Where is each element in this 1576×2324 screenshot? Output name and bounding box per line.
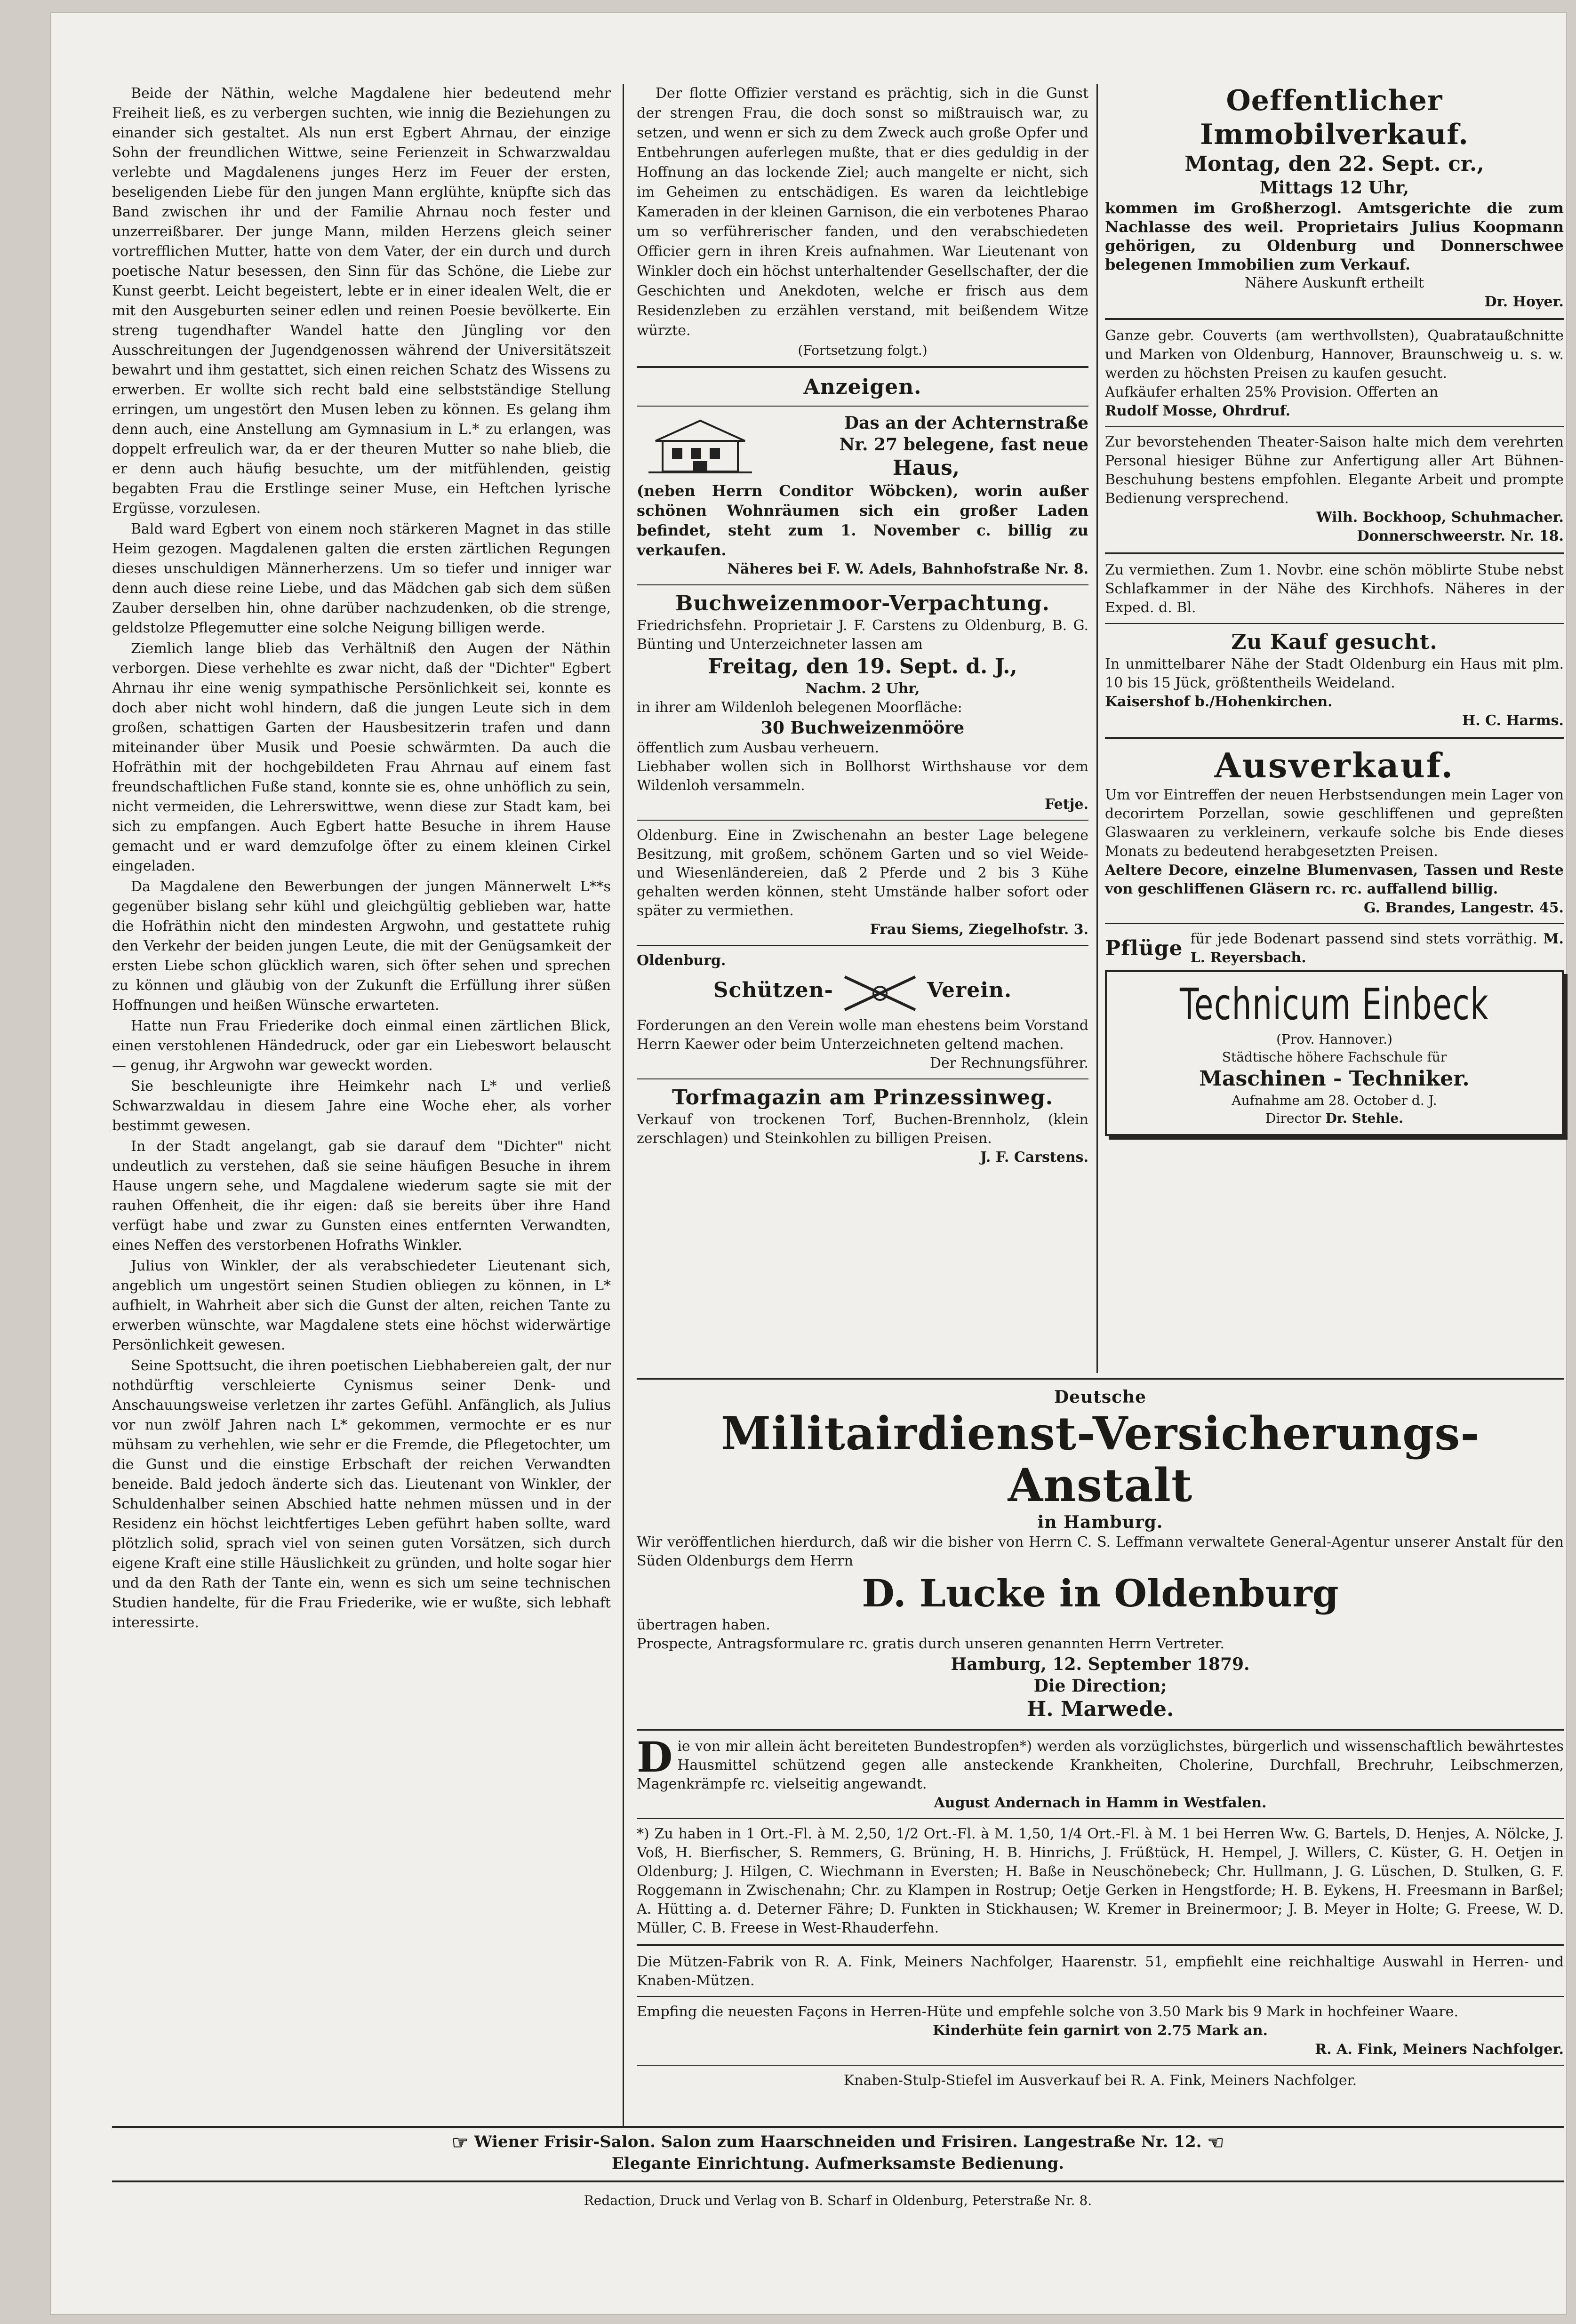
story-paragraph: Da Magdalene den Bewerbungen der jungen Männerwelt L**s gegenüber bislang sehr kühl und gleichgültig geblieben war, hatte die Hofräthin nicht den mindesten Argwohn, und gestattete ruhig den Verkehr der beiden jungen Leute, die mit der Genügsamkeit der ersten Liebe schon glücklich waren, sich öfter sehen und sprechen zu können und gläubig von der Zukunft die Erfüllung ihrer süßen Hoffnungen und heißen Wünsche erwarteten. <box>112 878 611 1014</box>
newspaper-page <box>51 13 1566 2314</box>
right-column <box>1105 84 1564 1136</box>
fink-text: Kinderhüte fein garnirt von 2.75 Mark an. <box>933 2022 1268 2039</box>
imprint: Redaction, Druck und Verlag von B. Scharf in Oldenburg, Peterstraße Nr. 8. <box>584 2193 1092 2208</box>
pfluege-body <box>1190 930 1564 967</box>
technicum-title: Technicum Einbeck <box>1179 979 1489 1030</box>
tropfen-dropcap: D <box>637 1733 673 1781</box>
house-icon <box>646 415 754 476</box>
vermiethen-text: Zu vermiethen. Zum 1. Novbr. eine schön möblirte Stube nebst Schlafkammer in der Nähe des Kirchhofs. Näheres in der Exped. d. Bl. <box>1105 562 1564 616</box>
ads-heading: Anzeigen. <box>803 375 922 399</box>
pointing-hand-icon: ☞ <box>451 2132 469 2154</box>
story-paragraph: Seine Spottsucht, die ihren poetischen Liebhabereien galt, der nur nothdürftig verschleierte Cynismus seiner Denk- und Anschauungsweise verletzen ihr zartes Gefühl. Anfänglich, als Julius vor nun zwölf Jahren nach L* gekommen, vermochte er es nur mühsam zu verhehlen, wie sehr er die Fremde, die Pflegetochter, um die Gunst und die einstige Erbschaft der reichen Verwandten beneide. Bald jedoch änderte sich das. Lieutenant von Winkler, der Schuldenhalber seinen Abschied hatte nehmen müssen und in der Residenz ein höchst leichtfertiges Leben geführt haben sollte, ward plötzlich solid, sprach viel von seinen guten Vorsätzen, sich durch eigene Kraft eine stille Häuslichkeit zu gründen, und holte sogar hier und da den Rath der Tante ein, wenn es sich um seine technischen Studien handelte, für die Frau Friederike, wie er wußte, sich lebhaft interessirte. <box>112 1358 611 1631</box>
kauf-ad <box>1105 630 1564 730</box>
immobil-sign: Dr. Hoyer. <box>1484 294 1564 310</box>
couverts-sign: Rudolf Mosse, Ohrdruf. <box>1105 403 1291 419</box>
ausverkauf-text: Um vor Eintreffen der neuen Herbstsendungen mein Lager von decorirtem Porzellan, sowie geschliffenen und gepreßten Glaswaaren zu verkleinern, verkaufe solche bis Ende dieses Monats zu bedeutend herabgesetzten Preisen. <box>1105 787 1564 860</box>
pfluege-sign: M. L. Reyersbach. <box>1190 931 1564 966</box>
story-paragraph: Julius von Winkler, der als verabschiedeter Lieutenant sich, angeblich um ungestört seinen Studien obliegen zu können, in L* aufhielt, in Wahrheit aber sich die Gunst der alten, reichen Tante zu erwerben wünschte, war Magdalene stets eine höchst widerwärtige Persönlichkeit gewesen. <box>112 1258 611 1353</box>
immobil-ad <box>1105 84 1564 311</box>
middle-column <box>637 84 1088 1167</box>
divider <box>637 1996 1564 1997</box>
pointing-hand-icon: ☜ <box>1207 2132 1224 2154</box>
couverts-ad <box>1105 327 1564 421</box>
house-ad-headline: Haus, <box>892 456 960 480</box>
pfluege-title: Pflüge <box>1105 936 1183 960</box>
technicum-big: Maschinen - Techniker. <box>1199 1067 1470 1091</box>
divider <box>1105 318 1564 320</box>
divider <box>637 1818 1564 1819</box>
story-paragraph: Ziemlich lange blieb das Verhältniß den Augen der Näthin verborgen. Diese verhehlte es zwar nicht, daß der "Dichter" Egbert Ahrnau ihr eine wenig sympathische Persönlichkeit sei, konnte es doch aber nicht wohl hindern, daß die jungen Leute sich in dem großen, schattigen Garten der Hausbesitzerin trafen und dann miteinander über Musik und Poesie schwärmten. Da auch die Hofräthin mit der hochgebildeten Frau Ahrnau auf einem fast freundschaftlichen Fuße stand, konnte sie es, ohne unhöflich zu sein, nicht vermeiden, die Lehrerswittwe, wenn diese zur Stadt kam, bei sich zu empfangen. Auch Egbert hatte Besuche in ihrem Hause gemacht und er ward demzufolge öfter zu einem kleinen Cirkel eingeladen. <box>112 640 611 874</box>
kauf-title: Zu Kauf gesucht. <box>1231 630 1438 654</box>
divider <box>637 366 1088 368</box>
mil-text: Wir veröffentlichen hierdurch, daß wir die bisher von Herrn C. S. Leffmann verwaltete General-Agentur unserer Anstalt für den Süden Oldenburgs dem Herrn <box>637 1534 1564 1569</box>
crossed-rifles-icon <box>838 972 922 1014</box>
column-divider <box>623 84 624 2126</box>
siems-text: Oldenburg. Eine in Zwischenahn an bester Lage belegene Besitzung, mit großem, schönem Garten und so viel Weide- und Wiesenländereien, daß 2 Pferde und 2 bis 3 Kühe gehalten werden können, steht Umstände halber sofort oder später zu vermiethen. <box>637 827 1088 919</box>
fink-ad <box>637 1953 1564 2090</box>
divider <box>637 1378 1564 1380</box>
technicum-line: Städtische höhere Fachschule für <box>1222 1049 1447 1065</box>
schuetzen-right: Verein. <box>927 978 1012 1002</box>
theater-text: Zur bevorstehenden Theater-Saison halte mich dem verehrten Personal hiesiger Bühne zur Anfertigung aller Art Bühnen-Beschuhung bestens empfohlen. Elegante Arbeit und prompte Bedienung versprechend. <box>1105 434 1564 507</box>
continued-note: (Fortsetzung folgt.) <box>798 343 928 358</box>
immobil-title: Oeffentlicher Immobilverkauf. <box>1200 84 1469 151</box>
buchweizen-text: Friedrichsfehn. Proprietair J. F. Carstens zu Oldenburg, B. G. Bünting und Unterzeichneter lassen am <box>637 617 1088 653</box>
fink-text: Die Mützen-Fabrik von R. A. Fink, Meiners Nachfolger, Haarenstr. 51, empfiehlt eine reichhaltige Auswahl in Herren- und Knaben-Mützen. <box>637 1954 1564 1989</box>
story-paragraph: In der Stadt angelangt, gab sie darauf dem "Dichter" nicht undeutlich zu verstehen, daß sie seine häufigen Besuche in ihrem Hause ungern sehe, und Magdalene wiederum sagte sie mit der rauhen Offenheit, die ihr eigen: daß sie bereits über ihre Hand verfügt habe und zwar zu Gunsten eines entfernten Verwandten, eines Neffen des verstorbenen Hofraths Winkler. <box>112 1138 611 1254</box>
house-ad-line: Nr. 27 belegene, fast neue <box>839 435 1088 455</box>
salon-text2: Elegante Einrichtung. Aufmerksamste Bedienung. <box>611 2154 1064 2173</box>
tropfen-footnote: *) Zu haben in 1 Ort.-Fl. à M. 2,50, 1/2 Ort.-Fl. à M. 1,50, 1/4 Ort.-Fl. à M. 1 bei Herren Ww. G. Bartels, D. Henjes, A. Nölcke, J. Voß, H. Bierfischer, S. Remmers, G. Brüning, H. B. Hinrichs, J. Früßtück, H. Hempel, J. Willers, C. Küster, G. H. Oetjen in Oldenburg; J. Hilgen, C. Wiechmann in Eversten; H. Baße in Neuschönebeck; Chr. Hullmann, J. G. Lüschen, D. Stulken, G. F. Roggemann in Zwischenahn; Chr. zu Klampen in Rostrup; Oetje Gerken in Hengstforde; H. B. Eykens, H. Freesmann in Barßel; A. Hütting a. d. Deterner Fähre; D. Funkten in Stickhausen; W. Kremer in Breinermoor; J. B. Meyer in Holte; G. Freese, W. D. Müller, C. B. Freese in West-Rhauderfehn. <box>637 1826 1564 1936</box>
tropfen-ad <box>637 1733 1564 1813</box>
immobil-text2: Nähere Auskunft ertheilt <box>1244 275 1424 291</box>
divider <box>637 1078 1088 1079</box>
theater-addr: Donnerschweerstr. Nr. 18. <box>1357 528 1564 544</box>
buchweizen-ad <box>637 591 1088 814</box>
theater-sign: Wilh. Bockhoop, Schuhmacher. <box>1316 509 1564 526</box>
ausverkauf-title: Ausverkauf. <box>1214 745 1455 785</box>
divider <box>1105 923 1564 924</box>
pfluege-text: für jede Bodenart passend sind stets vorräthig. <box>1190 931 1537 947</box>
schuetzen-text: Forderungen an den Verein wolle man ehestens beim Vorstand Herrn Kaewer oder beim Unterzeichneten geltend machen. <box>637 1017 1088 1053</box>
divider <box>1105 552 1564 554</box>
ausverkauf-ad <box>1105 745 1564 918</box>
buchweizen-title: Buchweizenmoor-Verpachtung. <box>675 591 1050 615</box>
kauf-text: In unmittelbarer Nähe der Stadt Oldenburg ein Haus mit plm. 10 bis 15 Jück, größtentheils Weideland. <box>1105 656 1564 691</box>
divider <box>637 1729 1564 1731</box>
pfluege-ad <box>1105 930 1564 967</box>
story-column <box>112 84 611 1634</box>
divider <box>637 945 1088 946</box>
torf-text: Verkauf von trockenen Torf, Buchen-Brennholz, (klein zerschlagen) und Steinkohlen zu billigen Preisen. <box>637 1111 1088 1147</box>
siems-sign: Frau Siems, Ziegelhofstr. 3. <box>870 921 1088 938</box>
torf-sign: J. F. Carstens. <box>980 1149 1088 1166</box>
technicum-admission: Aufnahme am 28. October d. J. <box>1232 1093 1437 1108</box>
story-paragraph: Beide der Näthin, welche Magdalene hier bedeutend mehr Freiheit ließ, es zu verbergen suchten, wie innig die Beziehungen zu einander sich gestaltet. Als nun erst Egbert Ahrnau, der einzige Sohn der freundlichen Wittwe, seine Ferienzeit in Schwarzwaldau verlebte und Magdalenens junges Herz im Feuer der ersten, beseligenden Liebe für den jungen Mann erglühte, knüpfte sich das Band zwischen ihr und der Familie Ahrnau noch fester und unzerreißbarer. Der junge Mann, milden Herzens gleich seiner vortrefflichen Mutter, hatte von dem Vater, der ein durch und durch poetische Natur besessen, den Sinn für das Schöne, die Liebe zur Kunst geerbt. Leicht begeistert, lebte er in einer idealen Welt, die er mit den Ausgeburten seiner edlen und reinen Poesie bevölkerte. Ein streng tugendhafter Wandel hatte den Jüngling vor den Ausschreitungen der Jugendgenossen während der Universitätszeit bewahrt und ihm gestattet, sich einen reichen Schatz des Wissens zu erwerben. Er wollte sich recht bald eine selbstständige Stellung erringen, um ungestört den Musen leben zu können. Es gelang ihm denn auch, eine Anstellung am Gymnasium in L.* zu erlangen, was doppelt erfreulich war, da er der theuren Mutter so nahe blieb, die er denn auch häufig besuchte, um der mitfühlenden, geistig begabten Frau die Erstlinge seiner Muse, ein Heftchen lyrische Ergüsse, vorzulesen. <box>112 85 611 517</box>
house-sale-ad <box>637 412 1088 579</box>
divider <box>112 2126 1564 2128</box>
technicum-director <box>1116 1110 1552 1127</box>
mil-name: H. Marwede. <box>1026 1697 1174 1721</box>
mil-title: Militairdienst-Versicherungs-Anstalt <box>720 1407 1480 1512</box>
story-paragraph: Hatte nun Frau Friederike doch einmal einen zärtlichen Blick, einen verstohlenen Händedruck, oder gar ein Liebeswort belauscht — genug, ihr Argwohn war geweckt worden. <box>112 1018 611 1074</box>
story-paragraph: Bald ward Egbert von einem noch stärkeren Magnet in das stille Heim gezogen. Magdalenen galten die ersten zärtlichen Regungen dieses unschuldigen Männerherzens. Um so tiefer und inniger war denn auch diese reine Liebe, und das Mädchen gab sich dem süßen Zauber derselben hin, ohne darüber nachzudenken, ob die strenge, geldstolze Pflegemutter eine solche Neigung billigen werde. <box>112 521 611 636</box>
ausverkauf-sign: G. Brandes, Langestr. 45. <box>1364 900 1564 916</box>
story-paragraph: Sie beschleunigte ihre Heimkehr nach L* und verließ Schwarzwaldau in diesem Jahre eine Woche eher, als vorher bestimmt gewesen. <box>112 1078 611 1134</box>
buchweizen-time: Nachm. 2 Uhr, <box>805 680 920 697</box>
buchweizen-text: Liebhaber wollen sich in Bollhorst Wirthshause vor dem Wildenloh versammeln. <box>637 759 1088 794</box>
house-ad-text: (neben Herrn Conditor Wöbcken), worin außer schönen Wohnräumen sich ein großer Laden befindet, steht zum 1. November c. billig zu verkaufen. <box>637 482 1088 559</box>
buchweizen-sign: Fetje. <box>1045 796 1088 813</box>
immobil-time: Mittags 12 Uhr, <box>1259 178 1409 198</box>
technicum-director-label: Director <box>1265 1110 1321 1126</box>
kauf-sign: H. C. Harms. <box>1462 712 1564 729</box>
footer <box>112 2126 1564 2210</box>
schuetzen-sign: Der Rechnungsführer. <box>929 1055 1088 1071</box>
schuetzen-left: Schützen- <box>713 978 833 1002</box>
divider <box>637 2065 1564 2066</box>
mil-date: Hamburg, 12. September 1879. <box>951 1654 1250 1674</box>
immobil-date: Montag, den 22. Sept. cr., <box>1184 152 1484 176</box>
divider <box>112 2180 1564 2182</box>
schuetzen-place: Oldenburg. <box>637 952 726 969</box>
buchweizen-text: in ihrer am Wildenloh belegenen Moorfläche: <box>637 699 962 716</box>
column-divider <box>1096 84 1098 1373</box>
buchweizen-date: Freitag, den 19. Sept. d. J., <box>708 655 1017 679</box>
wide-ads-section <box>637 1378 1564 2090</box>
ausverkauf-text2: Aeltere Decore, einzelne Blumenvasen, Tassen und Reste von geschliffenen Gläsern rc. rc. auffallend billig. <box>1105 862 1564 897</box>
mil-text3: Prospecte, Antragsformulare rc. gratis durch unseren genannten Herrn Vertreter. <box>637 1636 1224 1652</box>
mil-direction: Die Direction; <box>1033 1676 1167 1696</box>
house-ad-line: Das an der Achternstraße <box>844 413 1088 433</box>
kauf-place: Kaisershof b./Hohenkirchen. <box>1105 694 1333 710</box>
salon-text: Wiener Frisir-Salon. Salon zum Haarschneiden und Frisiren. Langestraße Nr. 12. <box>474 2132 1202 2151</box>
theater-ad <box>1105 433 1564 546</box>
schuetzen-title-row <box>637 972 1088 1014</box>
tropfen-sign: August Andernach in Hamm in Westfalen. <box>934 1795 1267 1811</box>
technicum-sub: (Prov. Hannover.) <box>1276 1031 1392 1047</box>
torf-title: Torfmagazin am Prinzessinweg. <box>672 1086 1054 1110</box>
divider <box>1105 426 1564 427</box>
mil-agent: D. Lucke in Oldenburg <box>862 1571 1339 1615</box>
vermiethen-ad <box>1105 561 1564 617</box>
torf-ad <box>637 1085 1088 1167</box>
tropfen-text: ie von mir allein ächt bereiteten Bundestropfen*) werden als vorzüglichstes, bürgerlich und wissenschaftlich bewährtestes Hausmittel schützend gegen alle ansteckende Krankheiten, Cholerine, Durchfall, Brechruhr, Leibschmerzen, Magenkrämpfe rc. vielseitig angewandt. <box>637 1738 1564 1792</box>
immobil-text: kommen im Großherzogl. Amtsgerichte die zum Nachlasse des weil. Proprietairs Julius Koopmann gehörigen, zu Oldenburg und Donnerschwee belegenen Immobilien zum Verkauf. <box>1105 199 1564 273</box>
salon-ad <box>112 2132 1564 2153</box>
buchweizen-item: 30 Buchweizenmööre <box>760 718 965 738</box>
couverts-text2: Aufkäufer erhalten 25% Provision. Offerten an <box>1105 384 1439 400</box>
divider <box>637 584 1088 585</box>
mil-deutsche: Deutsche <box>1054 1387 1147 1407</box>
divider <box>637 1944 1564 1946</box>
technicum-director-name: Dr. Stehle. <box>1325 1110 1403 1126</box>
divider <box>1105 737 1564 739</box>
house-ad-contact: Näheres bei F. W. Adels, Bahnhofstraße Nr. 8. <box>727 561 1088 577</box>
buchweizen-text: öffentlich zum Ausbau verheuern. <box>637 740 880 756</box>
siems-ad <box>637 826 1088 939</box>
divider <box>637 820 1088 821</box>
divider <box>1105 623 1564 624</box>
mil-text2: übertragen haben. <box>637 1617 770 1633</box>
fink-text: Knaben-Stulp-Stiefel im Ausverkauf bei R. A. Fink, Meiners Nachfolger. <box>843 2072 1357 2089</box>
fink-text: Empfing die neuesten Façons in Herren-Hüte und empfehle solche von 3.50 Mark bis 9 Mark in hochfeiner Waare. <box>637 2004 1458 2020</box>
couverts-text: Ganze gebr. Couverts (am werthvollsten), Quabrataußchnitte und Marken von Oldenburg, Hannover, Braunschweig u. s. w. werden zu höchsten Preisen zu kaufen gesucht. <box>1105 327 1564 382</box>
technicum-ad <box>1105 970 1564 1136</box>
divider <box>637 406 1088 407</box>
fink-sign: R. A. Fink, Meiners Nachfolger. <box>1315 2041 1564 2058</box>
story-ending: Der flotte Offizier verstand es prächtig, sich in die Gunst der strengen Frau, die doch sonst so mißtrauisch war, zu setzen, und wenn er sich zu dem Zweck auch große Opfer und Entbehrungen auferlegen mußte, that er dies geduldig in der Hoffnung an das lockende Ziel; auch mangelte er nicht, sich im Geheimen zu entschädigen. Es waren da leichtlebige Kameraden in der kleinen Garnison, die ein verbotenes Pharao um so verführerischer fanden, und den verabschiedeten Officier gern in ihren Kreis aufnahmen. War Lieutenant von Winkler doch ein höchst unterhaltender Gesellschafter, der die Geschichten und Anekdoten, welche er frisch aus dem Residenzleben zu erzählen verstand, mit beißendem Witze würzte. <box>637 85 1088 339</box>
mil-place: in Hamburg. <box>1037 1512 1163 1532</box>
schuetzen-ad <box>637 951 1088 1073</box>
